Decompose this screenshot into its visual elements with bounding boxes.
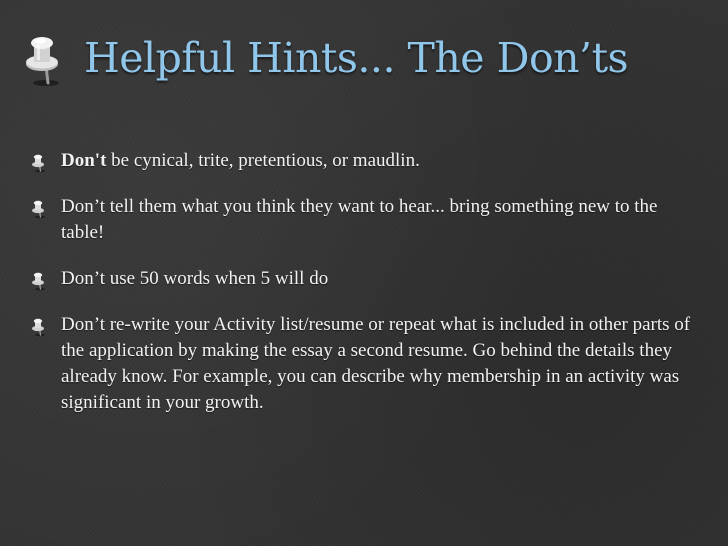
bullet-text <box>61 266 702 292</box>
bullet-item <box>30 194 702 246</box>
push-pin-bullet-icon <box>30 270 47 291</box>
bullet-item <box>30 312 702 416</box>
bullet-body: Don’t tell them what you think they want to hear... bring something new to the table! <box>61 196 658 243</box>
bullet-lead: Don't <box>61 150 107 171</box>
push-pin-bullet-icon <box>30 316 47 337</box>
bullet-item <box>30 266 702 292</box>
bullet-text <box>61 194 702 246</box>
bullet-item <box>30 148 702 174</box>
bullet-text <box>61 312 702 416</box>
push-pin-bullet-icon <box>30 152 47 173</box>
bullet-text <box>61 148 702 174</box>
slide-title: Helpful Hints... The Don’ts <box>84 34 629 82</box>
bullet-body: Don’t re-write your Activity list/resume or repeat what is included in other parts of the application by making the essay a second resume. Go behind the details they already know. For example, you can describe why membership in an activity was significant in your growth. <box>61 314 691 413</box>
title-bar <box>18 22 718 94</box>
push-pin-bullet-icon <box>30 198 47 219</box>
bullet-list <box>30 148 702 436</box>
bullet-body: Don’t use 50 words when 5 will do <box>61 268 329 289</box>
push-pin-icon <box>18 30 68 88</box>
bullet-body: be cynical, trite, pretentious, or maudlin. <box>106 150 420 171</box>
